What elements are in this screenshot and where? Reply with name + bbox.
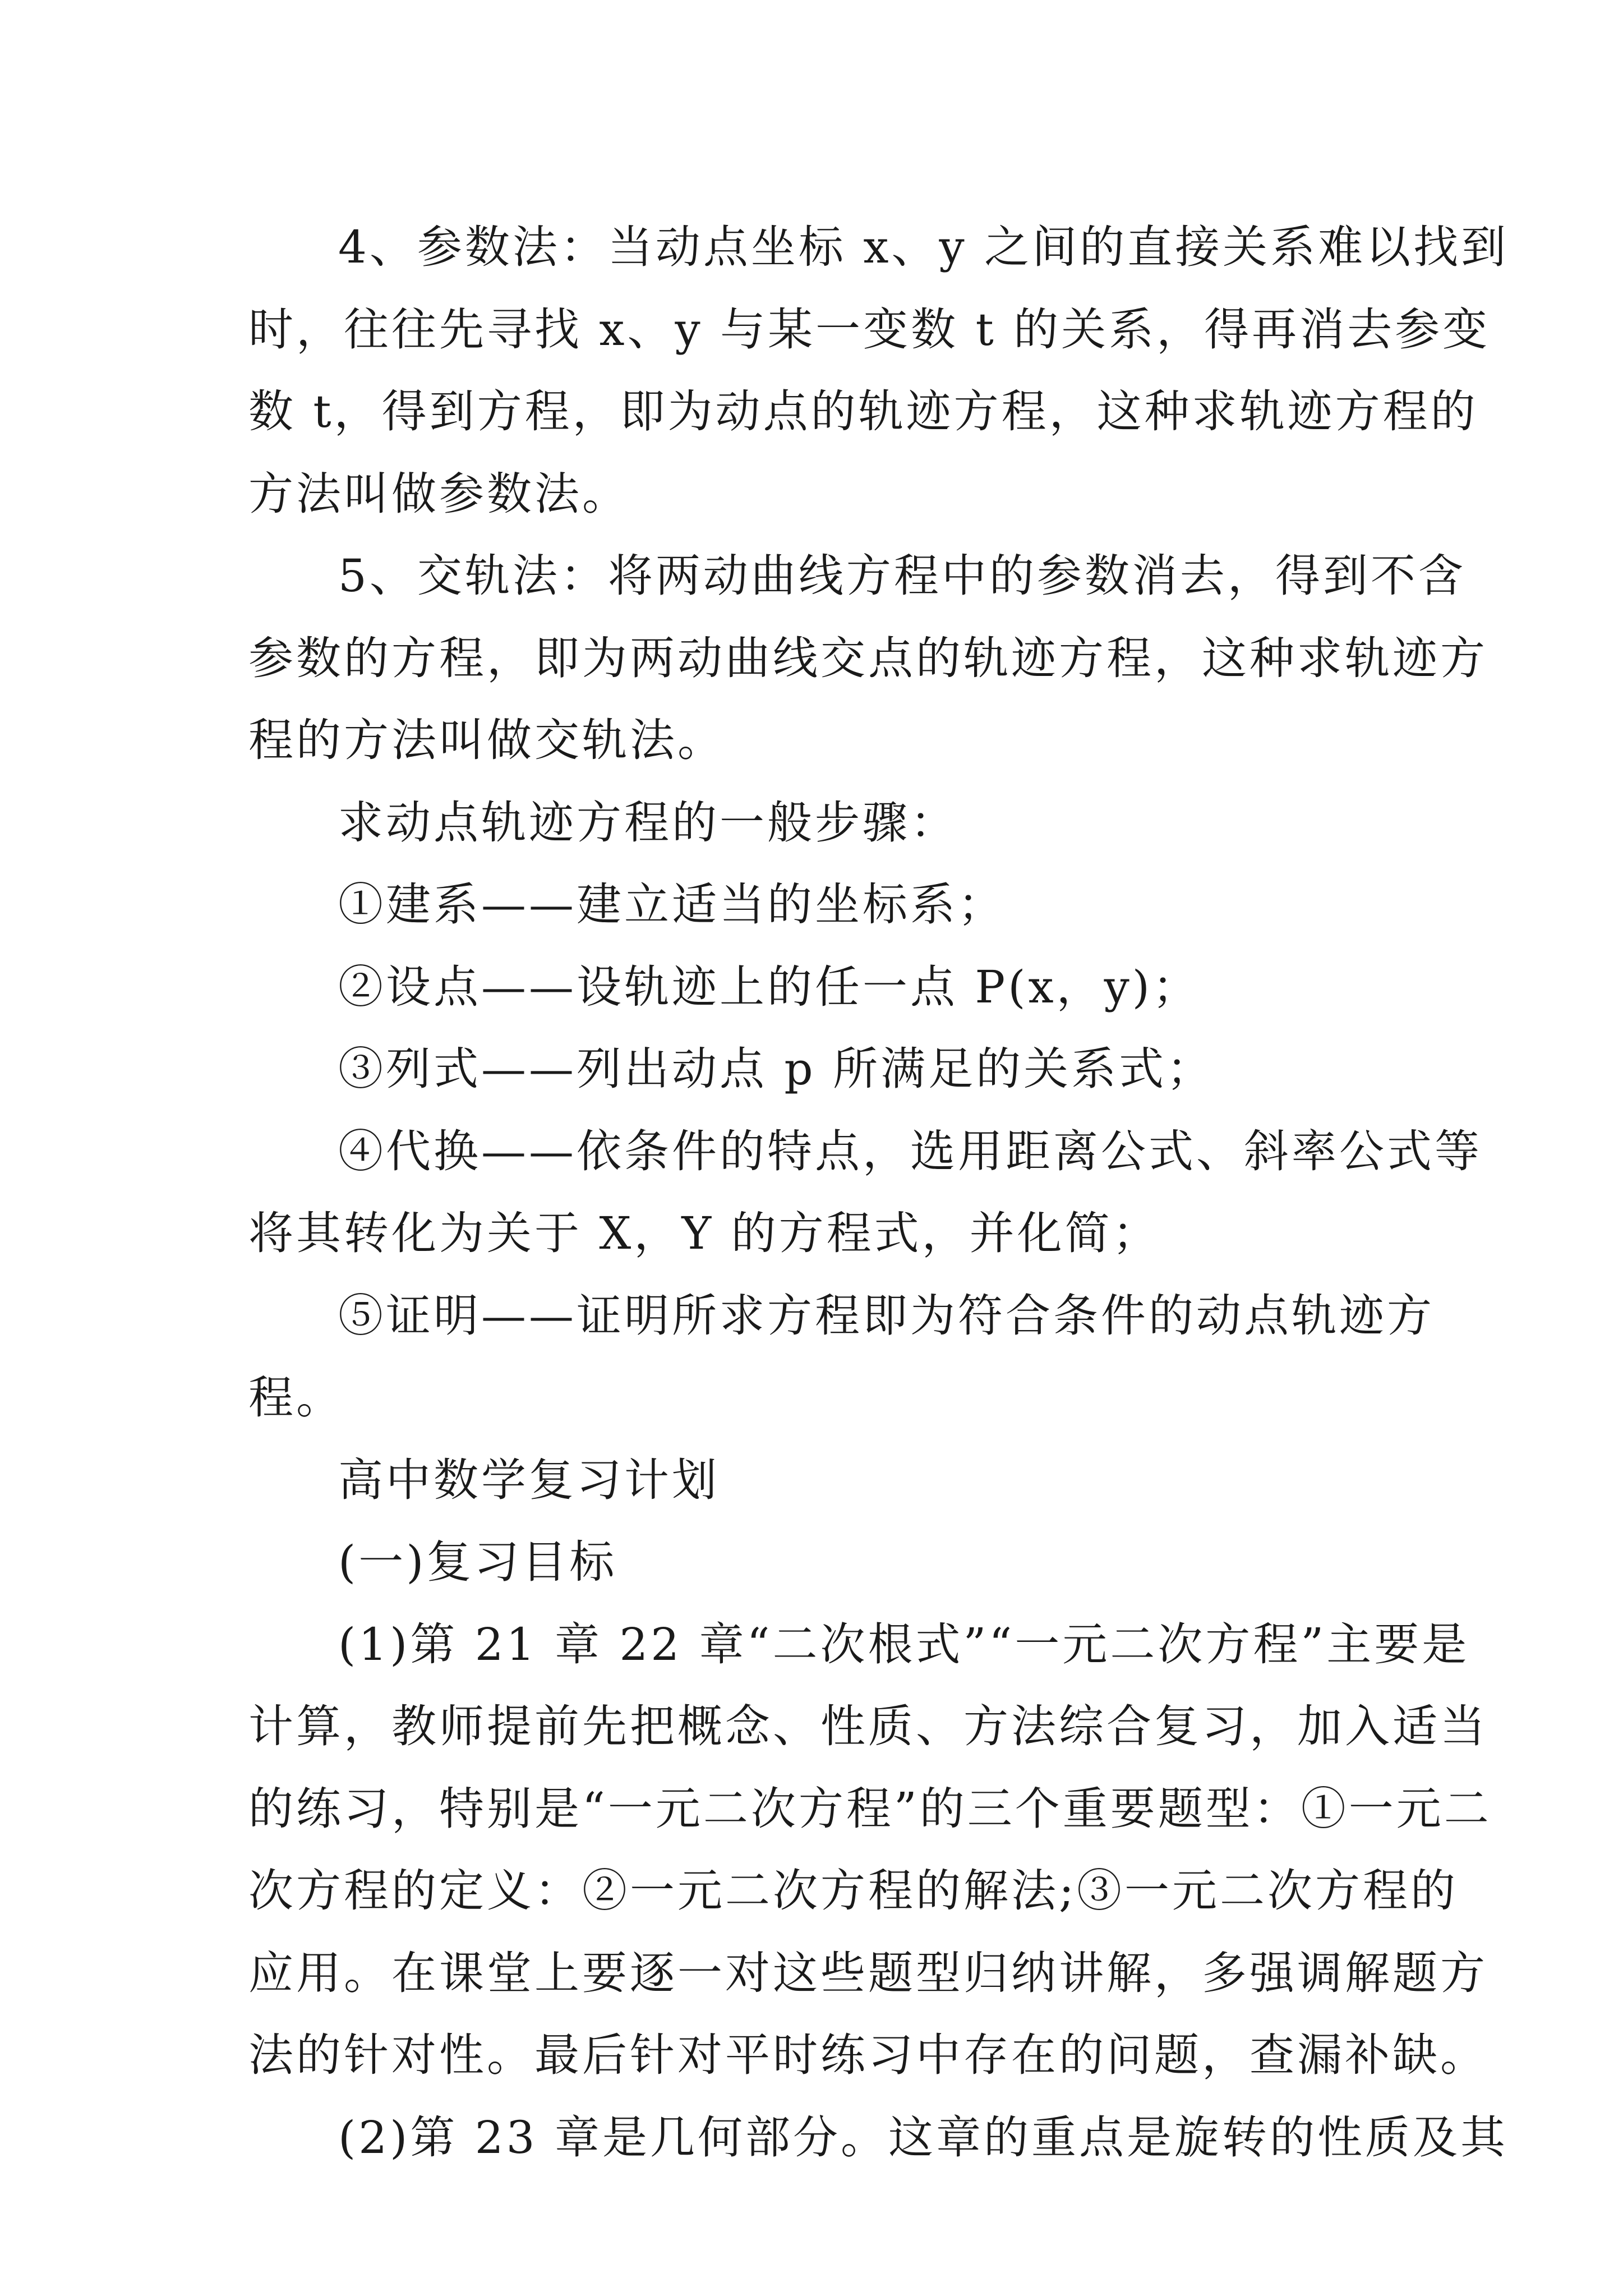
text-line: 法的针对性。最后针对平时练习中存在的问题，查漏补缺。 [248,2029,1488,2081]
text-line: 将其转化为关于 X，Y 的方程式，并化简； [248,1207,1160,1259]
text-line: ⑤证明——证明所求方程即为符合条件的动点轨迹方 [338,1289,1435,1342]
text-line: 参数的方程，即为两动曲线交点的轨迹方程，这种求轨迹方 [248,632,1488,684]
document-body [248,206,1509,2179]
section-heading: 高中数学复习计划 [338,1453,720,1506]
text-line: (2)第 23 章是几何部分。这章的重点是旋转的性质及其 [338,2111,1508,2164]
text-line: 的练习，特别是“一元二次方程”的三个重要题型：①一元二 [248,1782,1492,1835]
text-line: ④代换——依条件的特点，选用距离公式、斜率公式等 [338,1125,1482,1177]
text-line: 应用。在课堂上要逐一对这些题型归纳讲解，多强调解题方 [248,1947,1488,1999]
text-line: 计算，教师提前先把概念、性质、方法综合复习，加入适当 [248,1700,1488,1752]
text-line: 程。 [248,1372,344,1424]
subsection-heading: (一)复习目标 [338,1536,617,1588]
text-line: ①建系——建立适当的坐标系； [338,878,1006,931]
text-line: (1)第 21 章 22 章“二次根式”“一元二次方程”主要是 [338,1618,1470,1671]
text-line: 数 t，得到方程，即为动点的轨迹方程，这种求轨迹方程的 [248,385,1478,438]
text-line: 方法叫做参数法。 [248,467,630,520]
text-line: 4、参数法：当动点坐标 x、y 之间的直接关系难以找到 [338,221,1509,273]
text-line: 求动点轨迹方程的一般步骤： [338,796,958,849]
text-line: 程的方法叫做交轨法。 [248,714,725,766]
text-line: ②设点——设轨迹上的任一点 P(x，y)； [338,960,1200,1013]
text-line: 时，往往先寻找 x、y 与某一变数 t 的关系，得再消去参变 [248,303,1491,356]
text-line: ③列式——列出动点 p 所满足的关系式； [338,1043,1215,1095]
text-line: 次方程的定义：②一元二次方程的解法;③一元二次方程的 [248,1865,1458,1917]
text-line: 5、交轨法：将两动曲线方程中的参数消去，得到不含 [338,550,1466,602]
